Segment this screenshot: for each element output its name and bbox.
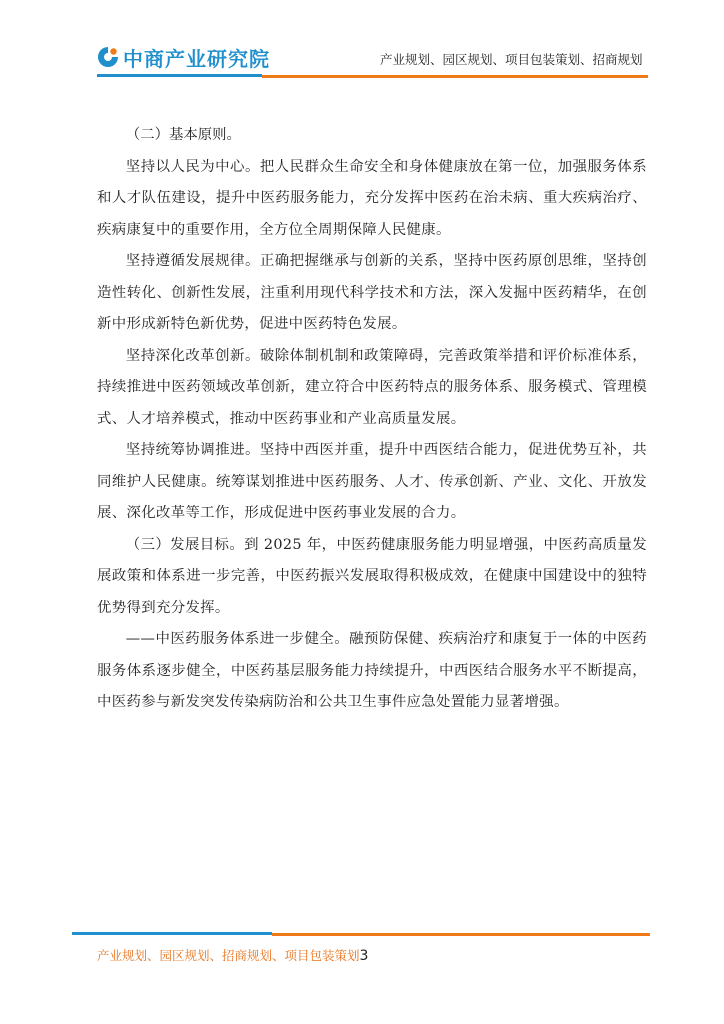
logo-icon [97,46,119,68]
document-body [97,120,647,719]
paragraph-service-system: ——中医药服务体系进一步健全。融预防保健、疾病治疗和康复于一体的中医药服务体系逐步健全，中医药基层服务能力持续提升，中西医结合服务水平不断提高，中医药参与新发突发传染病防治和公共卫生事件应急处置能力显著增强。 [97,631,647,710]
page-footer [97,946,368,964]
page-header [0,0,724,80]
paragraph-reform-innovation: 坚持深化改革创新。破除体制机制和政策障碍，完善政策举措和评价标准体系，持续推进中医药领域改革创新，建立符合中医药特点的服务体系、服务模式、管理模式、人才培养模式，推动中医药事业和产业高质量发展。 [97,347,647,427]
footer-divider-blue [72,932,272,935]
section-heading-basic-principles: （二）基本原则。 [125,127,241,143]
header-divider-orange [262,75,648,78]
paragraph-coordination: 坚持统筹协调推进。坚持中西医并重，提升中西医结合能力，促进优势互补，共同维护人民健康。统筹谋划推进中医药服务、人才、传承创新、产业、文化、开放发展、深化改革等工作，形成促进中医药事业发展的合力。 [97,442,647,521]
logo [97,44,270,70]
paragraph-development-law: 坚持遵循发展规律。正确把握继承与创新的关系，坚持中医药原创思维，坚持创造性转化、创新性发展，注重利用现代科学技术和方法，深入发掘中医药精华，在创新中形成新特色新优势，促进中医药特色发展。 [97,253,647,332]
header-divider-blue [97,74,262,77]
paragraph-development-goals: （三）发展目标。到 2025 年，中医药健康服务能力明显增强，中医药高质量发展政策和体系进一步完善，中医药振兴发展取得积极成效，在健康中国建设中的独特优势得到充分发挥。 [97,536,647,616]
paragraph-people-centered: 坚持以人民为中心。把人民群众生命安全和身体健康放在第一位，加强服务体系和人才队伍建设，提升中医药服务能力，充分发挥中医药在治未病、重大疾病治疗、疾病康复中的重要作用，全方位全周期保障人民健康。 [97,158,647,238]
header-slogan: 产业规划、园区规划、项目包装策划、招商规划 [380,52,643,67]
footer-slogan: 产业规划、园区规划、招商规划、项目包装策划 [97,948,360,963]
footer-divider-orange [272,933,650,936]
logo-text: 中商产业研究院 [123,46,270,71]
page-number: 3 [359,948,369,964]
